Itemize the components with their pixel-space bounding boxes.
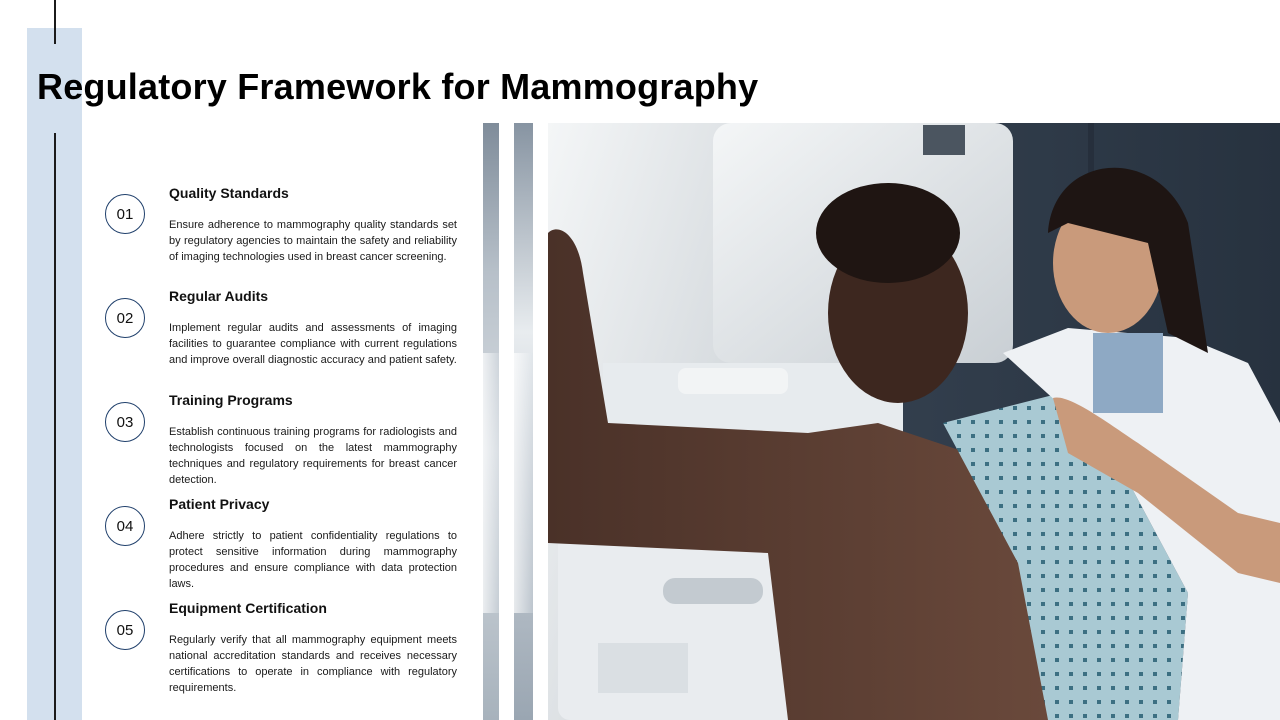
list-item <box>105 600 465 704</box>
list-item <box>105 496 465 600</box>
photo-strip-left <box>483 123 499 720</box>
list-item <box>105 288 465 392</box>
list-item <box>105 185 465 289</box>
number-badge: 05 <box>105 610 145 650</box>
photo-strip-middle <box>514 123 533 720</box>
item-description: Regularly verify that all mammography equipment meets national accreditation standards and receives necessary certifications to operate in compliance with regulatory requirements. <box>169 634 457 694</box>
item-description: Establish continuous training programs for radiologists and technologists focused on the latest mammography techniques and regulatory requirements for breast cancer detection. <box>169 426 457 486</box>
number-badge: 02 <box>105 298 145 338</box>
item-title: Equipment Certification <box>169 600 327 616</box>
number-badge: 04 <box>105 506 145 546</box>
number-badge: 01 <box>105 194 145 234</box>
item-title: Training Programs <box>169 392 293 408</box>
list-item <box>105 392 465 496</box>
item-description: Adhere strictly to patient confidentiality regulations to protect sensitive information during mammography procedures and ensure compliance with data protection laws. <box>169 530 457 590</box>
decorative-line-bottom <box>54 133 56 720</box>
slide-title: Regulatory Framework for Mammography <box>37 66 759 107</box>
item-title: Patient Privacy <box>169 496 270 512</box>
mammography-photo <box>548 123 1280 720</box>
item-description: Implement regular audits and assessments of imaging facilities to guarantee compliance with current regulations and improve overall diagnostic accuracy and patient safety. <box>169 322 457 366</box>
item-title: Regular Audits <box>169 288 269 304</box>
item-title: Quality Standards <box>169 185 289 201</box>
item-description: Ensure adherence to mammography quality standards set by regulatory agencies to maintain the safety and reliability of imaging technologies used in breast cancer screening. <box>169 219 457 263</box>
number-badge: 03 <box>105 402 145 442</box>
decorative-line-top <box>54 0 56 44</box>
